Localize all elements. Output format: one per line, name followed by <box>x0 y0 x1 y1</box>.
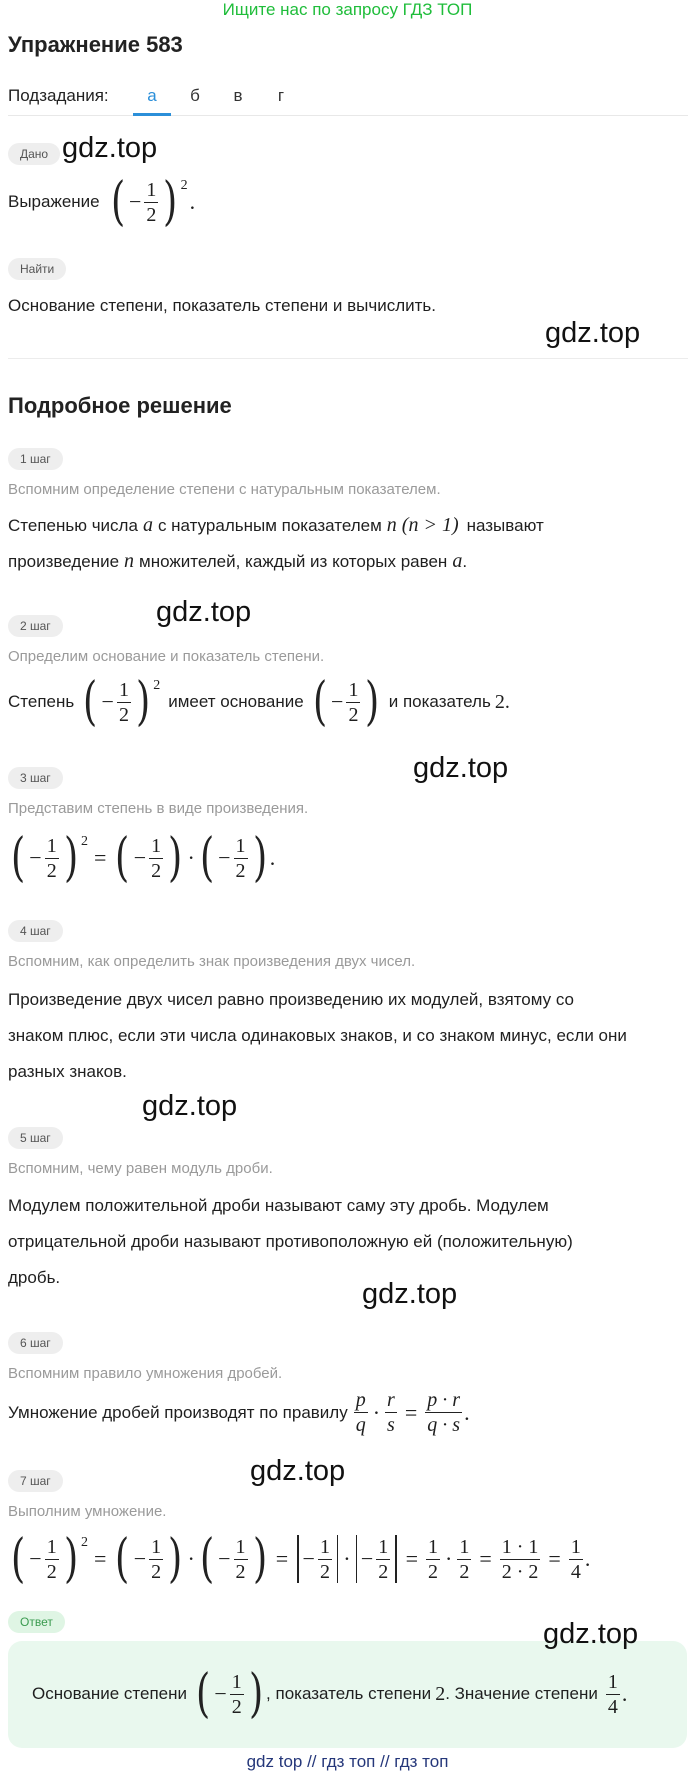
step-3-badge: 3 шаг <box>8 767 63 789</box>
watermark: gdz.top <box>250 1455 346 1487</box>
given-badge: Дано <box>8 143 60 165</box>
step-2-badge: 2 шаг <box>8 615 63 637</box>
tab-v[interactable]: в <box>233 86 243 105</box>
step-6-hint: Вспомним правило умножения дробей. <box>8 1365 283 1382</box>
watermark: gdz.top <box>545 317 641 349</box>
answer-badge: Ответ <box>8 1611 65 1633</box>
step-4-line-2: знаком плюс, если эти числа одинаковых знаков, и со знаком минус, если они <box>8 1026 627 1045</box>
step-7-formula: ( − $\frac{1}{2}$ ) 2 = ( − $\frac{1}{2}$ ) · ( − $\frac{1}{2}$ ) = − $\frac{1}{2}$ · − $\frac{1}{2}$ = $\frac{1}{2}$ · $\frac{1}{2}$ = $\frac{1 \cdot 1}{2 \cdot 2}$ = $\frac{1}{4}$ . <box>11 1529 591 1589</box>
tab-g[interactable]: г <box>277 86 285 105</box>
watermark: gdz.top <box>142 1090 238 1122</box>
step-1-badge: 1 шаг <box>8 448 63 470</box>
step-5-badge: 5 шаг <box>8 1127 63 1149</box>
subtasks-label: Подзадания: <box>8 86 109 105</box>
active-tab-indicator <box>133 113 171 116</box>
step-4-line-1: Произведение двух чисел равно произведению их модулей, взятому со <box>8 990 575 1009</box>
step-7-badge: 7 шаг <box>8 1470 63 1492</box>
step-2-hint: Определим основание и показатель степени. <box>8 648 325 665</box>
footer-links[interactable]: gdz top // гдз топ // гдз топ <box>246 1752 449 1771</box>
tab-b[interactable]: б <box>190 86 200 105</box>
tab-a[interactable]: а <box>147 86 157 105</box>
find-badge: Найти <box>8 258 66 280</box>
step-5-hint: Вспомним, чему равен модуль дроби. <box>8 1160 273 1177</box>
watermark: gdz.top <box>156 596 252 628</box>
answer-line: Основание степени ( − $\frac{1}{2}$ ) , показатель степени 2 . Значение степени $\frac{1}{4}$ . <box>32 1664 628 1724</box>
step-4-line-3: разных знаков. <box>8 1062 127 1081</box>
find-text: Основание степени, показатель степени и вычислить. <box>8 296 436 315</box>
watermark: gdz.top <box>543 1618 639 1650</box>
solution-title: Подробное решение <box>8 393 232 418</box>
watermark: gdz.top <box>413 752 509 784</box>
step-1-line-2: произведение n множителей, каждый из которых равен a . <box>8 550 468 572</box>
step-5-line-3: дробь. <box>8 1268 61 1287</box>
given-text: Выражение <box>8 192 100 211</box>
top-search-link[interactable]: Ищите нас по запросу ГДЗ ТОП <box>222 0 473 19</box>
step-6-line: Умножение дробей производят по правилу $\frac{p}{q}$ · $\frac{r}{s}$ = $\frac{p \cdot r}{q \cdot s}$ . <box>8 1389 470 1436</box>
step-3-hint: Представим степень в виде произведения. <box>8 800 309 817</box>
given-expression: Выражение ( − $\frac{1}{2}$ ) 2 . <box>8 172 196 232</box>
section-divider <box>8 358 688 359</box>
step-2-line: Степень ( − $\frac{1}{2}$ ) 2 имеет основание ( − $\frac{1}{2}$ ) и показатель 2 . <box>8 672 510 732</box>
step-6-badge: 6 шаг <box>8 1332 63 1354</box>
page-title: Упражнение 583 <box>8 32 183 57</box>
watermark: gdz.top <box>362 1278 458 1310</box>
step-1-hint: Вспомним определение степени с натуральным показателем. <box>8 481 441 498</box>
watermark: gdz.top <box>62 132 158 164</box>
step-4-hint: Вспомним, как определить знак произведения двух чисел. <box>8 953 416 970</box>
tabs-divider <box>8 115 688 116</box>
step-4-badge: 4 шаг <box>8 920 63 942</box>
step-5-line-2: отрицательной дроби называют противоположную ей (положительную) <box>8 1232 573 1251</box>
step-5-line-1: Модулем положительной дроби называют саму эту дробь. Модулем <box>8 1196 549 1215</box>
step-3-formula: ( − $\frac{1}{2}$ ) 2 = ( − $\frac{1}{2}$ ) · ( − $\frac{1}{2}$ ) . <box>11 828 276 888</box>
step-1-line-1: Степенью числа a с натуральным показателем n (n > 1) называют <box>8 514 544 536</box>
step-7-hint: Выполним умножение. <box>8 1503 167 1520</box>
